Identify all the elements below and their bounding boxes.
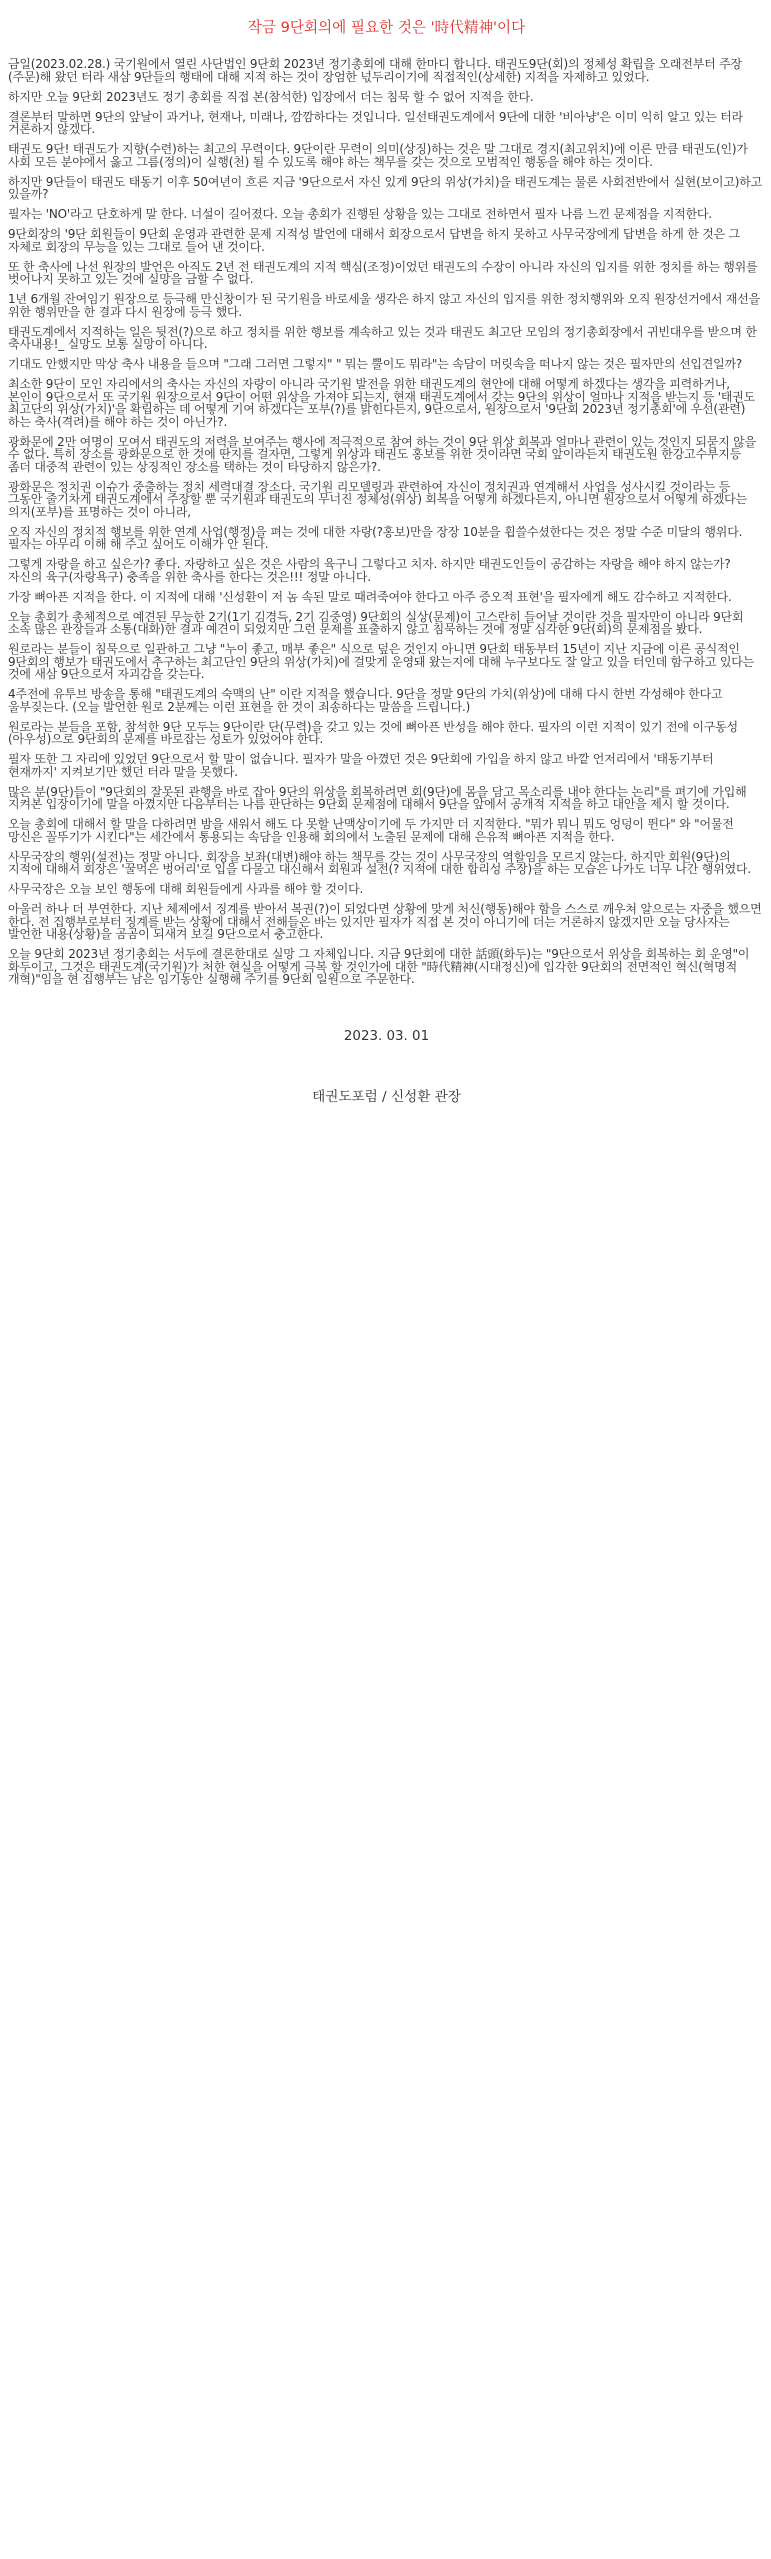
article-date: 2023. 03. 01 — [343, 1028, 430, 1044]
author-signature: 태권도포럼 / 신성환 관장 — [312, 1088, 461, 1105]
article-paragraph: 필자는 'NO'라고 단호하게 말 한다. 너설이 길어졌다. 오늘 총회가 진행된 상황을 있는 그대로 전하면서 필자 나름 느낀 문제점을 지적한다. — [8, 207, 712, 221]
article-paragraph: 하지만 오늘 9단회 2023년도 정기 총회를 직접 본(참석한) 입장에서 더는 침묵 할 수 없어 지적을 한다. — [8, 89, 534, 104]
article-paragraph: 가장 뼈아픈 지적을 한다. 이 지적에 대해 '신성환이 저 놈 속된 말로 때려죽여야 한다고 아주 증오적 표현'을 필자에게 해도 감수하고 지적한다. — [8, 589, 732, 604]
article-paragraph: 사무국장의 행위(설전)는 정말 아니다. 회장을 보좌(대변)해야 하는 책무를 갖는 것이 사무국장의 역할임을 모르지 않는다. 하지만 회원(9단)의 지적에 대해서 회장은 '꿀먹은 벙어리'로 입을 다물고 대신해서 회원과 설전(? 지적에 대한 합리성 주장)을 하는 모습은 나가도 너무 나간 행위였다. — [8, 849, 751, 876]
article-paragraph: 오직 자신의 정치적 행보를 위한 연계 사업(행정)을 펴는 것에 대한 자랑(?홍보)만을 장장 10분을 휩쓸수셨한다는 것은 정말 수준 미달의 행위다. 필자는 아무리 이해 해 주고 싶어도 이해가 안 된다. — [8, 524, 743, 551]
article-paragraph: 기대도 안했지만 막상 축사 내용을 들으며 "그래 그러면 그렇지" " 뭐는 뿔이도 뭐라"는 속담이 머릿속을 떠나지 않는 것은 필자만의 선입견일까? — [8, 357, 743, 371]
article-paragraph: 태권도 9단! 태권도가 지향(수련)하는 최고의 무력이다. 9단이란 무력이 의미(상징)하는 것은 말 그대로 경지(최고위치)에 이른 만큼 태권도(인)가 사회 모든 분야에서 옳고 그름(정의)이 실행(천) 될 수 있도록 해야 하는 책무를 갖는 것으로 모범적인 행동을 해야 하는 것이다. — [8, 142, 748, 169]
article-paragraph: 아울러 하나 더 부연한다. 지난 체제에서 징계를 받아서 복권(?)이 되었다면 상황에 맞게 처신(행동)해야 함을 스스로 깨우쳐 알으로는 자중을 했으면 한다. 전 집행부로부터 징계를 받는 상황에 대해서 전해들은 바는 있지만 필자가 직접 본 것이 아니기에 더는 거론하지 않겠지만 오늘 당사자는 발언한 내용(상황)을 곰곰이 되새겨 보길 9단으로서 충고한다. — [8, 902, 762, 941]
article-paragraph: 원로라는 분들을 포함, 참석한 9단 모두는 9단이란 단(무력)을 갖고 있는 것에 뼈아픈 반성을 해야 한다. 필자의 이런 지적이 있기 전에 이구동성(아우성)으로 9단회의 문제를 바로잡는 성토가 있었어야 한다. — [8, 719, 738, 746]
article-paragraph: 9단회장의 '9단 회원들이 9단회 운영과 관련한 문제 지적성 발언에 대해서 회장으로서 답변을 하지 못하고 사무국장에게 답변을 하게 한 것은 그 자체로 회장의 무능을 있는 그대로 들어 낸 것이다. — [8, 227, 741, 254]
article-paragraph: 태권도계에서 지적하는 일은 뒷전(?)으로 하고 정치를 위한 행보를 계속하고 있는 것과 태권도 최고단 모임의 정기총회장에서 귀빈대우를 받으며 한 축사내용!_ 실망도 보통 실망이 아니다. — [8, 324, 757, 351]
article-paragraph: 사무국장은 오늘 보인 행동에 대해 회원들에게 사과를 해야 할 것이다. — [8, 882, 364, 896]
article-paragraph: 광화문은 정치권 이슈가 중출하는 정치 세력대결 장소다. 국기원 리모델링과 관련하여 자신이 정치권과 연계해서 사업을 성사시킬 것이라는 등 그동안 줄기차게 태권도계에서 주장할 뿐 국기원과 태권도의 무너진 정체성(위상) 회복을 어떻게 하겠다든지, 아니면 원장으로서 어떻게 하겠다는 의지(포부)를 표명하는 것이 아니라, — [8, 479, 747, 519]
article-paragraph: 또 한 축사에 나선 원장의 발언은 아직도 2년 전 태권도계의 지적 핵심(조정)이었던 태권도의 수장이 아니라 자신의 입지를 위한 정치를 하는 행위를 벗어나지 못하고 있는 것에 실망을 금할 수 없다. — [8, 259, 758, 286]
article-title: 작금 9단회의에 필요한 것은 '時代精神'이다 — [247, 19, 526, 36]
article-paragraph: 최소한 9단이 모인 자리에서의 축사는 자신의 자랑이 아니라 국기원 발전을 위한 태권도계의 현안에 대해 어떻게 하겠다는 생각을 피력하거나, 본인이 9단으로서 또 국기원 원장으로서 9단이 어떤 위상을 가져야 되는지, 현재 태권도계에서 갖는 9단의 위상이 얼마나 지적을 받는지 등 '태권도 최고단의 위상(가치)'을 확립하는 데 어떻게 기여 하겠다는 포부(?)를 밝힌다든지, 9단으로서, 원장으로서 '9단회 2023년 정기총회'에 우선(관련)하는 축사(격려)를 해야 하는 것이 아닌가?. — [8, 377, 756, 429]
article-paragraph: 결론부터 말하면 9단의 앞날이 과거나, 현재나, 미래나, 깜깜하다는 것입니다. 일선태권도계에서 9단에 대한 '비아냥'은 이미 익히 알고 있는 터라 거론하지 않겠다. — [8, 109, 743, 136]
article-paragraph: 금일(2023.02.28.) 국기원에서 열린 사단법인 9단회 2023년 정기총회에 대해 한마디 합니다. 태권도9단(회)의 정체성 확립을 오래전부터 주장(주문)해 왔던 터라 새삼 9단들의 행태에 대해 지적 하는 것이 장엄한 넋두리이기에 직접적인(상세한) 지적을 자제하고 있었다. — [8, 57, 742, 84]
article-paragraph: 그렇게 자랑을 하고 싶은가? 좋다. 자랑하고 싶은 것은 사람의 육구니 그렇다고 치자. 하지만 태권도인들이 공감하는 자랑을 해야 하지 않는가? 자신의 육구(자랑욕구) 충족을 위한 축사를 한다는 것은!!! 정말 아니다. — [8, 557, 731, 584]
article-paragraph: 광화문에 2만 여명이 모여서 태권도의 저력을 보여주는 행사에 적극적으로 참여 하는 것이 9단 위상 회복과 얼마나 관련이 있는 것인지 되묻지 않을 수 없다. 특히 장소를 광화문으로 한 것에 딴지를 걸자면, 그렇게 위상과 태권도 홍보를 위한 것이라면 국회 앞이라든지 태권도원 한강고수부지등 좀더 대중적 관련이 있는 상징적인 장소를 택하는 것이 타당하지 않은가?. — [8, 434, 756, 474]
article-paragraph: 하지만 9단들이 태권도 태동기 이후 50여년이 흐른 지금 '9단으로서 자신 있게 9단의 위상(가치)을 태권도계는 물론 사회전반에서 실현(보이고)하고 있을까? — [8, 174, 762, 201]
article-paragraph: 오늘 9단회 2023년 정기총회는 서두에 결론한대로 실망 그 자체입니다. 지금 9단회에 대한 話頭(화두)는 "9단으로서 위상을 회복하는 회 운영"이 화두이고, 그것은 태권도계(국기원)가 처한 현실을 어떻게 극복 할 것인가에 대한 "時代精神(시대정신)에 입각한 9단회의 전면적인 혁신(혁명적 개혁)"임을 현 집행부는 남은 임기동안 실행해 주기를 9단회 일원으로 주문한다. — [8, 947, 750, 986]
article-paragraph: 오늘 총회에 대해서 할 말을 다하려면 밤을 새워서 해도 다 못할 난맥상이기에 두 가지만 더 지적한다. "뭐가 뭐니 뭐도 엉덩이 뛴다" 와 "어물전 망신은 꼴뚜기가 시킨다"는 세간에서 통용되는 속담을 인용해 회의에서 노출된 문제에 대해 은유적 뼈아픈 지적을 한다. — [8, 817, 734, 844]
article-paragraph: 4주전에 유투브 방송을 통해 "태권도계의 숙맥의 난" 이란 지적을 했습니다. 9단을 정말 9단의 가치(위상)에 대해 다시 한번 각성해야 한다고 울부짖는다. (오늘 발언한 원로 2분께는 이런 표현을 한 것이 죄송하다는 말씀을 드립니다.) — [8, 687, 723, 714]
article-paragraph: 원로라는 분들이 침묵으로 일관하고 그냥 "누이 좋고, 매부 좋은" 식으로 덮은 것인지 아니면 9단회 태동부터 15년이 지난 지금에 이른 공식적인 9단회의 행보가 태권도에서 추구하는 최고단인 9단의 위상(가치)에 걸맞게 운영돼 왔는지에 대해 누구보다도 잘 알고 있을 터인데 함구하고 있다는 것에 새삼 9단으로서 자괴감을 갖는다. — [8, 642, 755, 681]
article-paragraph: 오늘 총회가 총체적으로 예견된 무능한 2기(1기 김경득, 2기 김중영) 9단회의 실상(문제)이 고스란히 들어날 것이란 것을 필자만이 아니라 9단회 소속 많은 관장들과 소통(대화)한 결과 예견이 되었지만 그런 문제를 표출하지 않고 침묵하는 것에 정말 심각한 9단(회)의 문제점을 봤다. — [8, 609, 744, 636]
article-body — [8, 58, 765, 986]
article-paragraph: 많은 분(9단)들이 "9단회의 잘못된 관행을 바로 잡아 9단의 위상을 회복하려면 회(9단)에 몸을 담고 목소리를 내야 한다는 논리"를 펴기에 가입해 지켜본 입장이기에 말을 아꼈지만 다음부터는 나름 판단하는 9단회 문제점에 대해서 9단을 앞에서 공개적 지적을 하고 대안을 제시 할 것이다. — [8, 784, 747, 811]
article-paragraph: 필자 또한 그 자리에 있었던 9단으로서 할 말이 없습니다. 필자가 말을 아꼈던 것은 9단회에 가입을 하지 않고 바깥 언저리에서 '태동기부터 현재까지' 지켜보기만 했던 터라 말을 못했다. — [8, 752, 714, 779]
article-paragraph: 1년 6개월 잔여임기 원장으로 등극해 만신창이가 된 국기원을 바로세울 생각은 하지 않고 자신의 입지를 위한 정치행위와 오직 원장선거에서 재선을 위한 행위만을 한 결과 다시 원장에 등극 했다. — [8, 292, 761, 319]
